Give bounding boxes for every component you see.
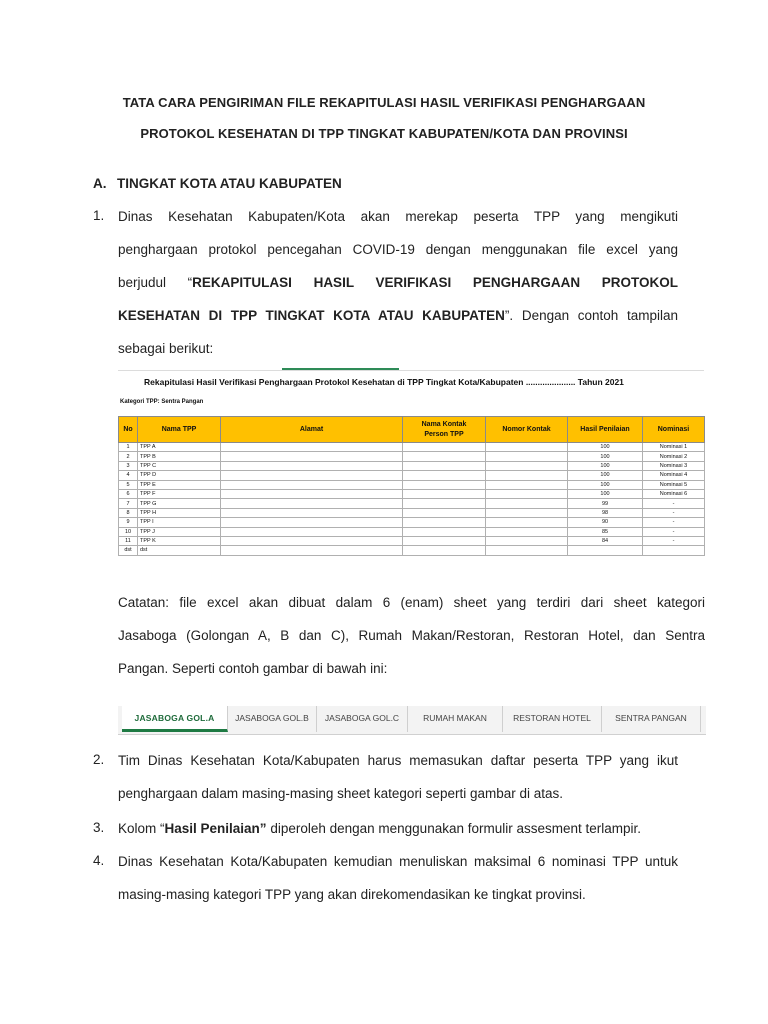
item-1-line-4: KESEHATAN DI TPP TINGKAT KOTA ATAU KABUPATEN”. Dengan contoh tampilan [118, 308, 678, 323]
table-row [119, 480, 705, 489]
table-cell [486, 527, 568, 536]
item-1-bold-title-b: KESEHATAN DI TPP TINGKAT KOTA ATAU KABUPATEN [118, 308, 505, 323]
table-cell [221, 480, 403, 489]
table-row [119, 471, 705, 480]
table-cell: TPP F [138, 489, 221, 498]
table-row [119, 546, 705, 555]
table-cell: - [643, 508, 705, 517]
table-cell [221, 546, 403, 555]
note-line-2: Jasaboga (Golongan A, B dan C), Rumah Makan/Restoran, Restoran Hotel, dan Sentra [118, 628, 705, 643]
item-2-line-2: penghargaan dalam masing-masing sheet kategori seperti gambar di atas. [118, 786, 564, 801]
table-row [119, 489, 705, 498]
table-cell: 99 [568, 499, 643, 508]
table-cell: - [643, 499, 705, 508]
table-row [119, 518, 705, 527]
table-cell [486, 443, 568, 452]
table-cell [221, 518, 403, 527]
table-cell [221, 508, 403, 517]
sheet-category: Kategori TPP: Sentra Pangan [120, 399, 204, 405]
table-cell [486, 546, 568, 555]
item-4-line-1: Dinas Kesehatan Kota/Kabupaten kemudian menuliskan maksimal 6 nominasi TPP untuk [118, 854, 678, 869]
tab-jasaboga-gol-c[interactable]: JASABOGA GOL.C [317, 706, 408, 732]
table-cell: TPP G [138, 499, 221, 508]
table-cell: 100 [568, 480, 643, 489]
table-cell [221, 461, 403, 470]
table-cell [403, 546, 486, 555]
note-line-1: Catatan: file excel akan dibuat dalam 6 (enam) sheet yang terdiri dari sheet kategori [118, 595, 705, 610]
sheet-header-cell: Nama TPP [138, 417, 221, 443]
table-cell: TPP K [138, 536, 221, 545]
table-cell: 90 [568, 518, 643, 527]
sheet-header-cell: Nomor Kontak [486, 417, 568, 443]
table-cell [221, 499, 403, 508]
sheet-header-cell: Nama Kontak Person TPP [403, 417, 486, 443]
table-cell: TPP A [138, 443, 221, 452]
note-line-3: Pangan. Seperti contoh gambar di bawah ini: [118, 661, 388, 676]
item-1-line-2: penghargaan protokol pencegahan COVID-19 dengan menggunakan file excel yang [118, 242, 678, 257]
table-cell: 85 [568, 527, 643, 536]
table-cell [221, 443, 403, 452]
table-cell [403, 499, 486, 508]
item-1-line-3: berjudul “REKAPITULASI HASIL VERIFIKASI PENGHARGAAN PROTOKOL [118, 275, 679, 290]
tab-restoran-hotel[interactable]: RESTORAN HOTEL [503, 706, 602, 732]
note-paragraph [118, 586, 705, 685]
sheet-title: Rekapitulasi Hasil Verifikasi Penghargaan Protokol Kesehatan di TPP Tingkat Kota/Kabupaten ..................... Tahun 2021 [144, 377, 624, 387]
table-cell [486, 518, 568, 527]
table-cell: dst [138, 546, 221, 555]
table-cell [403, 480, 486, 489]
table-cell [486, 471, 568, 480]
table-cell: 1 [119, 443, 138, 452]
section-label: A. [93, 176, 107, 191]
table-cell: 98 [568, 508, 643, 517]
table-cell: 2 [119, 452, 138, 461]
item-2-line-1: Tim Dinas Kesehatan Kota/Kabupaten harus memasukan daftar peserta TPP yang ikut [118, 753, 678, 768]
table-cell [486, 452, 568, 461]
table-cell: Nominasi 3 [643, 461, 705, 470]
table-row [119, 536, 705, 545]
table-cell: Nominasi 2 [643, 452, 705, 461]
sheet-top-border [118, 370, 704, 371]
table-row [119, 443, 705, 452]
table-cell: 100 [568, 489, 643, 498]
section-heading [93, 176, 342, 191]
sheet-body [119, 443, 705, 556]
table-cell: 11 [119, 536, 138, 545]
sheet-table [118, 416, 705, 556]
sheet-header-row [119, 417, 705, 443]
table-row [119, 461, 705, 470]
table-cell: Nominasi 4 [643, 471, 705, 480]
table-cell: - [643, 518, 705, 527]
item-1-bold-title-a: REKAPITULASI HASIL VERIFIKASI PENGHARGAAN PROTOKOL [192, 275, 679, 290]
table-cell: TPP B [138, 452, 221, 461]
item-1-line-5: sebagai berikut: [118, 341, 214, 356]
table-cell: 100 [568, 452, 643, 461]
table-cell: 7 [119, 499, 138, 508]
table-row [119, 452, 705, 461]
table-cell [486, 480, 568, 489]
table-cell [486, 461, 568, 470]
table-cell [486, 489, 568, 498]
table-cell [403, 443, 486, 452]
table-cell [486, 508, 568, 517]
table-cell [403, 452, 486, 461]
table-cell [403, 461, 486, 470]
table-cell [403, 518, 486, 527]
table-cell [403, 471, 486, 480]
table-row [119, 527, 705, 536]
tab-jasaboga-gol-a[interactable]: JASABOGA GOL.A [122, 706, 228, 732]
list-number: 4. [93, 853, 105, 868]
document-title-line-2: PROTOKOL KESEHATAN DI TPP TINGKAT KABUPATEN/KOTA DAN PROVINSI [140, 126, 628, 141]
table-cell [221, 471, 403, 480]
table-cell [221, 489, 403, 498]
table-cell: 6 [119, 489, 138, 498]
table-cell [568, 546, 643, 555]
table-cell: 5 [119, 480, 138, 489]
table-cell [221, 536, 403, 545]
table-cell [221, 527, 403, 536]
item-4-line-2: masing-masing kategori TPP yang akan direkomendasikan ke tingkat provinsi. [118, 887, 586, 902]
table-cell: 100 [568, 443, 643, 452]
table-cell: 8 [119, 508, 138, 517]
table-cell: 3 [119, 461, 138, 470]
table-row [119, 499, 705, 508]
table-cell: 9 [119, 518, 138, 527]
tab-jasaboga-gol-b[interactable]: JASABOGA GOL.B [228, 706, 317, 732]
table-cell [643, 546, 705, 555]
table-cell [403, 508, 486, 517]
table-cell: TPP E [138, 480, 221, 489]
list-number: 1. [93, 208, 105, 223]
table-cell [486, 536, 568, 545]
table-row [119, 508, 705, 517]
table-cell: Nominasi 5 [643, 480, 705, 489]
list-number: 2. [93, 752, 105, 767]
table-cell: TPP J [138, 527, 221, 536]
table-cell: 10 [119, 527, 138, 536]
item-3-line-1: Kolom “Hasil Penilaian” diperoleh dengan menggunakan formulir assesment terlampir. [118, 821, 642, 836]
sheet-header-cell: Alamat [221, 417, 403, 443]
table-cell [403, 489, 486, 498]
table-cell: dst [119, 546, 138, 555]
table-cell: - [643, 536, 705, 545]
table-cell: 84 [568, 536, 643, 545]
table-cell: Nominasi 1 [643, 443, 705, 452]
table-cell [403, 527, 486, 536]
spreadsheet-example [118, 370, 704, 571]
tab-sentra-pangan[interactable]: SENTRA PANGAN [602, 706, 701, 732]
list-number: 3. [93, 820, 105, 835]
table-cell: TPP H [138, 508, 221, 517]
sheet-header-cell: Nominasi [643, 417, 705, 443]
document-title-line-1: TATA CARA PENGIRIMAN FILE REKAPITULASI HASIL VERIFIKASI PENGHARGAAN [122, 95, 646, 110]
table-cell [486, 499, 568, 508]
sheet-selection-bar [282, 368, 399, 370]
item-1-line-1: Dinas Kesehatan Kabupaten/Kota akan merekap peserta TPP yang mengikuti [118, 209, 678, 224]
table-cell: Nominasi 6 [643, 489, 705, 498]
table-cell: TPP C [138, 461, 221, 470]
tab-rumah-makan[interactable]: RUMAH MAKAN [408, 706, 503, 732]
table-cell: 100 [568, 471, 643, 480]
section-title: TINGKAT KOTA ATAU KABUPATEN [117, 176, 342, 191]
table-cell: 4 [119, 471, 138, 480]
sheet-header-cell: Hasil Penilaian [568, 417, 643, 443]
table-cell: TPP D [138, 471, 221, 480]
table-cell: - [643, 527, 705, 536]
sheet-tabs [118, 706, 706, 735]
item-3-bold: Hasil Penilaian” [164, 821, 267, 836]
table-cell: TPP I [138, 518, 221, 527]
sheet-header-cell: No [119, 417, 138, 443]
table-cell: 100 [568, 461, 643, 470]
table-cell [221, 452, 403, 461]
table-cell [403, 536, 486, 545]
